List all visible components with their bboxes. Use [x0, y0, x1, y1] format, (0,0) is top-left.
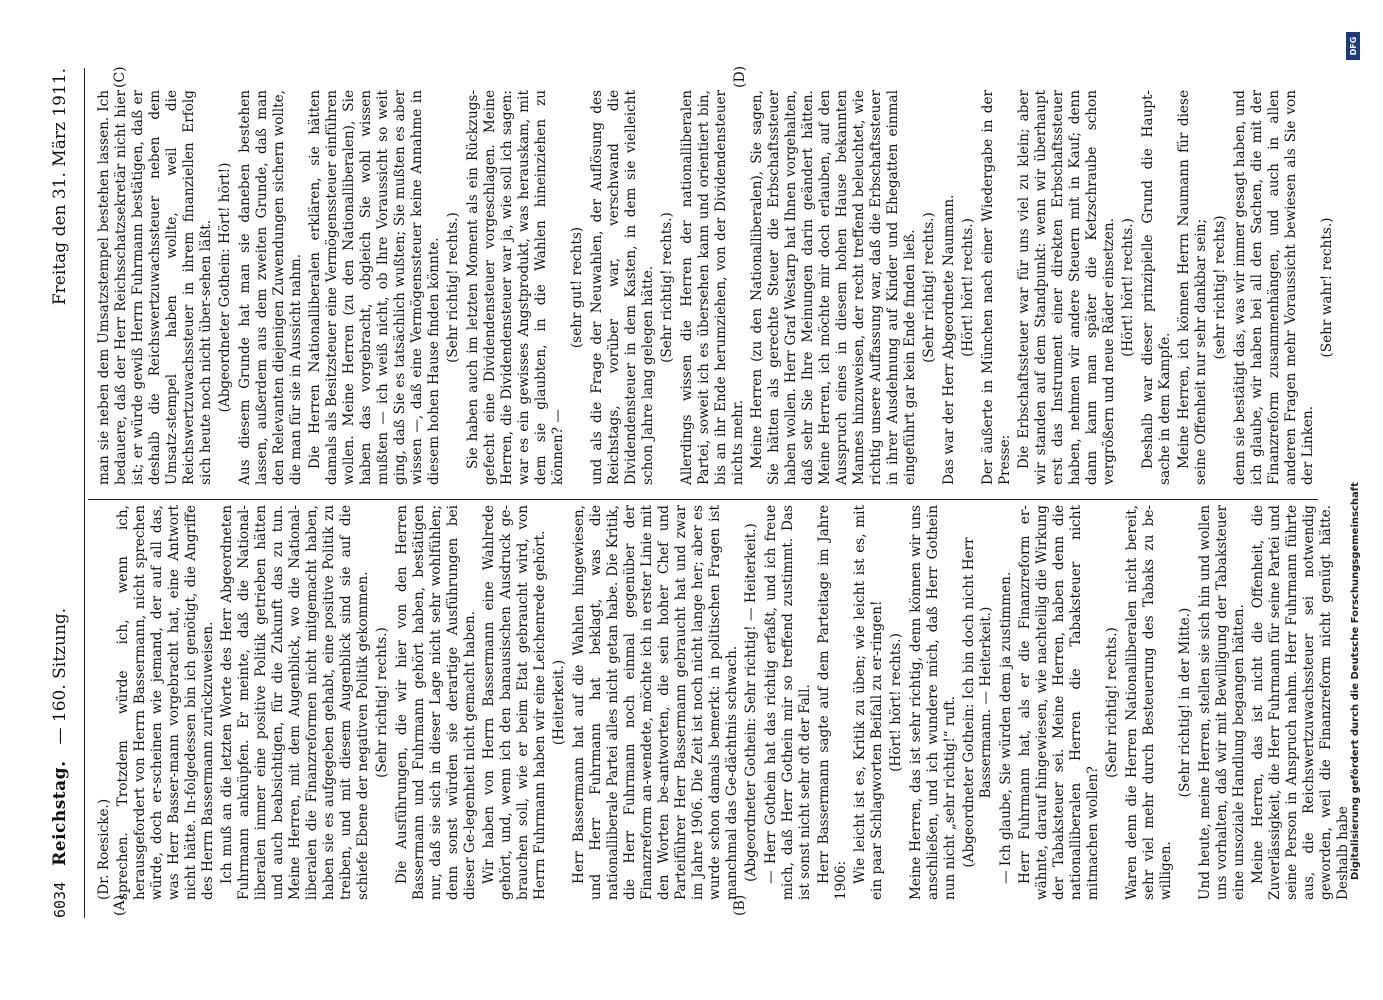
paragraph: Die Herren Nationalliberalen erklären, sie hätten damals als Besitzsteuer eine Vermögenssteuer einführen wollen. Meine Herren (zu den Nationalliberalen), Sie haben das vorgebracht, obgleich Sie wohl wissen mußten — ich weiß nicht, ob Ihre Voraussicht so weit ging, daß Sie es tatsächlich wußten; Sie mußten es aber wissen —, daß eine Vermögenssteuer keine Annahme in diesem hohen Hause finden könnte. — [307, 90, 442, 485]
paragraph: sprechen. Trotzdem würde ich, wenn ich, herausgefordert von Herrn Bassermann, nicht sprechen würde, doch er-scheinen wie jemand, der auf all das, was Herr Basser-mann vorgebracht hat, eine Antwort nicht hätte. In-folgedessen bin ich genötigt, die Angriffe des Herrn Bassermann zurückzuweisen. — [115, 505, 216, 900]
interjection: (Hört! hört! rechts.) — [960, 218, 976, 357]
page-header — [40, 68, 80, 918]
paragraph: Herr Bassermann hat auf die Wahlen hingewiesen, und Herr Fuhrmann hat beklagt, was die nationalliberale Partei alles nicht getan habe. Die Kritik, die Herr Fuhrmann noch einmal gegenüber der Finanzreform an-wendete, möchte ich in erster Linie mit den Worten be-antworten, die sein hoher Chef und Parteiführer Herr Bassermann gebraucht hat und zwar im Jahre 1906. Die Zeit ist noch nicht lange her; aber es wurde schon damals bemerkt: in politischen Fragen ist manchmal das Ge-dächtnis schwach. — [571, 505, 740, 900]
paragraph: (Dr. Roesicke.) — [96, 798, 112, 900]
interjection: (Sehr richtig! rechts.) — [445, 212, 461, 363]
paragraph: Herr Bassermann sagte auf dem Parteitage im Jahre 1906: — [816, 505, 849, 900]
paragraph: Meine Herren, das ist nicht die Offenheit, die Zuverlässigkeit, die Herr Fuhrmann für seine Partei und seine Person in Anspruch nahm. Herr Fuhrmann führte aus, die Reichswertzuwachssteuer sei notwendig geworden, weil die Finanzreform nicht genügt hätte. Deshalb habe — [1250, 505, 1351, 900]
digitization-note: Digitalisierung gefördert durch die Deutsche Forschungsgemeinschaft — [1350, 482, 1361, 880]
margin-mark-b: (B) — [732, 894, 748, 916]
paragraph: Ich muß an die letzten Worte des Herr Abgeordneten Fuhrmann anknüpfen. Er meinte, daß die National-liberalen immer eine positive Politik getrieben hätten und auch beabsichtigen, für die Zukunft das zu tun. Meine Herren, mit dem Augenblick, wo die National-liberalen die Finanzreformen nicht mitgemacht haben, haben sie es aufgegeben gehabt, eine positive Politik zu treiben, und mit diesem Augenblick sind sie auf die schiefe Ebene der negativen Politik gekommen. — [219, 505, 371, 900]
paragraph: man sie neben dem Umsatzstempel bestehen lassen. Ich bedauere, daß der Herr Reichsschatzsekretär nicht hier ist; er würde gewiß Herrn Fuhrmann bestätigen, daß er deshalb die Reichswertzuwachssteuer neben dem Umsatz-stempel haben wollte, weil die Reichswertzuwachssteuer in ihrem finanziellen Erfolg sich heute noch nicht über-sehen läßt. — [96, 90, 214, 485]
paragraph: Aus diesem Grunde hat man sie daneben bestehen lassen, außerdem aus dem zweiten Grunde, daß man den Relevanten diejenigen Zuwendungen sichern wollte, die man für sie in Aussicht nahm. — [237, 90, 304, 485]
paragraph: Die Ausführungen, die wir hier von den Herren Bassermann und Fuhrmann gehört haben, bestätigen nur, daß sie sich in dieser Lage nicht sehr wohlfühlen; denn sonst würden sie derartige Ausführungen bei dieser Ge-legenheit nicht gemacht haben. — [394, 505, 478, 900]
paragraph: Und heute, meine Herren, stellen sie sich hin und wollen uns vorhalten, daß wir mit Bewilligung der Tabaksteuer eine unsoziale Handlung begangen hätten. — [1197, 505, 1247, 900]
session-label: — 160. Sitzung. — [50, 607, 70, 745]
header-rule — [84, 68, 85, 918]
dfg-logo: DFG — [1346, 32, 1360, 60]
interjection: (Abgeordneter Gothein: Ich bin doch nicht Herr Bassermann. — Heiterkeit.) — [961, 537, 994, 868]
paragraph: Der äußerte in München nach einer Wiedergabe in der Presse: — [980, 90, 1013, 485]
interjection: (Sehr richtig! rechts.) — [921, 212, 937, 363]
paragraph: Meine Herren, das ist sehr richtig, denn können wir uns anschließen, und ich wundere mich, daß Herr Gothein nun nicht „sehr richtig!“ ruft. — [908, 505, 958, 900]
margin-mark-d: (D) — [732, 65, 748, 88]
paragraph: Meine Herren, ich können Herrn Naumann für diese seine Offenheit nur sehr dankbar sein; — [1176, 90, 1209, 485]
interjection: (Sehr wahr! rechts.) — [1319, 217, 1335, 358]
paragraph: denn sie bestätigt das, was wir immer gesagt haben, und ich glaube, wir haben bei all den Sachen, die mit der Finanzreform zusammenhängen, und auch in allen anderen Fragen mehr Voraussicht bewiesen als Sie von der Linken. — [1232, 90, 1316, 485]
interjection: (Sehr richtig! rechts.) — [1104, 627, 1120, 778]
paragraph: Waren denn die Herren Nationalliberalen nicht bereit, sehr viel mehr durch Besteuerung des Tabaks zu be-willigen. — [1124, 505, 1174, 900]
interjection: (Sehr richtig! rechts.) — [659, 212, 675, 363]
interjection: (Hört! hört! rechts.) — [1120, 218, 1136, 357]
paragraph: — Herr Gothein hat das richtig erfaßt, und ich freue mich, daß Herr Gothein mir so treffend zustimmt. Das ist sonst nicht sehr oft der Fall. — [763, 505, 813, 900]
interjection: (sehr gut! rechts) — [569, 226, 585, 349]
interjection: (sehr richtig! rechts) — [1212, 215, 1228, 360]
interjection: (Sehr richtig! in der Mitte.) — [1177, 607, 1193, 798]
document-title: Reichstag. — [50, 760, 70, 866]
paragraph: Das war der Herr Abgeordnete Naumann. — [941, 194, 957, 485]
margin-mark-c: (C) — [112, 66, 128, 88]
paragraph: — Ich glaube, Sie würden dem ja zustimmen. — [998, 571, 1014, 884]
left-column — [96, 505, 1351, 900]
paragraph: Wie leicht ist es, Kritik zu üben; wie leicht ist es, mit ein paar Schlagworten Beifall zu er-ringen! — [852, 505, 885, 900]
paragraph: Herr Fuhrmann hat, als er die Finanzreform er-wähnte, darauf hingewiesen, wie nachteilig die Wirkung der Tabaksteuer sei. Meine Herren, haben denn die nationalliberalen Herren die Tabaksteuer nicht mitmachen wollen? — [1017, 505, 1101, 900]
paragraph: Meine Herren (zu den Nationalliberalen), Sie sagen, Sie hätten als gerechte Steuer die Erbschaftssteuer haben wollen. Herr Graf Westarp hat Ihnen vorgehalten, daß sehr Sie Ihre Meinungen darin geändert hätten. Meine Herren, ich möchte mir doch erlauben, auf den Ausspruch eines in diesem hohen Hause bekannten Mannes hinzuweisen, der recht treffend beleuchtet, wie richtig unsere Auffassung war, daß die Erbschaftssteuer in ihrer Ausdehnung auf Kinder und Ehegatten einmal eingeführt gar kein Ende finden ließ. — [749, 90, 918, 485]
session-date: Freitag den 31. März 1911. — [50, 68, 70, 306]
page-number: 6034 — [51, 881, 69, 918]
paragraph: Wir haben von Herrn Bassermann eine Wahlrede gehört, und, wenn ich den banausischen Ausdruck ge-brauchen soll, wie er beim Etat gebraucht wird, von Herrn Fuhrmann haben wir eine Leichenrede gehört. — [481, 505, 548, 900]
paragraph: Die Erbschaftssteuer war für uns viel zu klein; aber wir standen auf dem Standpunkt: wenn wir überhaupt erst das Instrument einer direkten Erbschaftssteuer haben, nehmen wir andere Steuern mit in Kauf; denn dann kann man später die Ketzschraube schon vergrößern und neue Räder einsetzen. — [1016, 90, 1117, 485]
interjection: (Hört! hört! rechts.) — [888, 633, 904, 772]
paragraph: und als die Frage der Neuwahlen, der Auflösung des Reichstags, vorüber war, verschwand die Dividendensteuer in dem Kasten, in dem sie vielleicht schon Jahre lang gelegen hätte. — [589, 90, 656, 485]
interjection: (Sehr richtig! rechts.) — [374, 627, 390, 778]
paragraph: Allerdings wissen die Herren der nationalliberalen Partei, soweit ich es übersehen kann und orientiert bin, bis an ihr Ende herumziehen, von der Dividendensteuer nichts mehr. — [679, 90, 746, 485]
column-divider — [88, 499, 1318, 500]
interjection: (Abgeordneter Gothein: Sehr richtig! — Heiterkeit.) — [743, 523, 759, 882]
right-column — [96, 90, 1335, 485]
interjection: (Abgeordneter Gothein: Hört! hört!) — [217, 162, 233, 413]
paragraph: Sie haben auch im letzten Moment als ein Rückzugs-gefecht eine Dividendensteuer vorgeschlagen. Meine Herren, die Dividendensteuer war ja, wie soll ich sagen: war es ein gewisses Angstprodukt, was herauskam, mit dem sie glaubten, in die Wahlen hineinziehen zu können? — — [465, 90, 566, 485]
margin-mark-a: (A) — [112, 894, 128, 916]
interjection: (Heiterkeit.) — [551, 659, 567, 746]
paragraph: Deshalb war dieser prinzipielle Grund die Haupt-sache in dem Kampfe. — [1140, 90, 1173, 485]
